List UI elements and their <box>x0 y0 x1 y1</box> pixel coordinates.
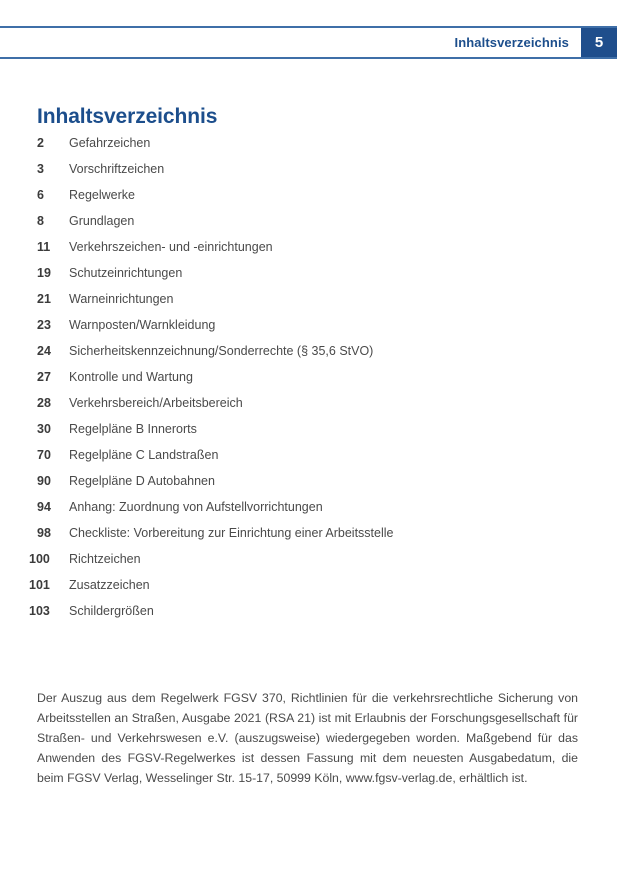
running-header-title: Inhaltsverzeichnis <box>454 35 569 50</box>
toc-entry[interactable] <box>29 552 577 578</box>
toc-entry-label: Anhang: Zuordnung von Aufstellvorrichtungen <box>69 500 323 514</box>
toc-entry[interactable] <box>29 604 577 630</box>
toc-entry-label: Grundlagen <box>69 214 135 228</box>
toc-entry-page-number: 21 <box>37 292 51 306</box>
toc-entry[interactable] <box>37 500 577 526</box>
toc-entry-page-number: 2 <box>37 136 44 150</box>
toc-entry-page-number: 70 <box>37 448 51 462</box>
toc-entry[interactable] <box>37 474 577 500</box>
toc-entry-label: Zusatzzeichen <box>69 578 150 592</box>
toc-entry-label: Vorschriftzeichen <box>69 162 165 176</box>
table-of-contents <box>29 136 577 630</box>
toc-entry[interactable] <box>37 266 577 292</box>
toc-entry-page-number: 28 <box>37 396 51 410</box>
page-number-badge: 5 <box>581 28 617 57</box>
toc-entry[interactable] <box>37 448 577 474</box>
toc-entry-label: Sicherheitskennzeichnung/Sonderrechte (§ 35,6 StVO) <box>69 344 374 358</box>
toc-entry-page-number: 100 <box>29 552 50 566</box>
toc-entry-page-number: 3 <box>37 162 44 176</box>
toc-entry-label: Verkehrsbereich/Arbeitsbereich <box>69 396 243 410</box>
toc-entry[interactable] <box>37 370 577 396</box>
toc-entry-page-number: 27 <box>37 370 51 384</box>
toc-entry-page-number: 90 <box>37 474 51 488</box>
toc-entry[interactable] <box>37 344 577 370</box>
toc-entry-page-number: 23 <box>37 318 51 332</box>
toc-entry-label: Schutzeinrichtungen <box>69 266 183 280</box>
toc-entry-label: Regelpläne C Landstraßen <box>69 448 219 462</box>
toc-entry[interactable] <box>37 136 577 162</box>
toc-entry[interactable] <box>37 318 577 344</box>
toc-entry-page-number: 6 <box>37 188 44 202</box>
toc-entry-label: Regelpläne B Innerorts <box>69 422 197 436</box>
toc-entry[interactable] <box>37 240 577 266</box>
toc-entry-label: Warnposten/Warnkleidung <box>69 318 216 332</box>
toc-entry[interactable] <box>37 526 577 552</box>
toc-entry-label: Schildergrößen <box>69 604 154 618</box>
toc-entry-page-number: 30 <box>37 422 51 436</box>
toc-entry-page-number: 101 <box>29 578 50 592</box>
toc-entry-page-number: 103 <box>29 604 50 618</box>
toc-entry-page-number: 19 <box>37 266 51 280</box>
toc-entry-label: Gefahrzeichen <box>69 136 151 150</box>
toc-entry-label: Checkliste: Vorbereitung zur Einrichtung einer Arbeitsstelle <box>69 526 394 540</box>
toc-entry-label: Warneinrichtungen <box>69 292 174 306</box>
toc-entry-page-number: 24 <box>37 344 51 358</box>
toc-entry-page-number: 8 <box>37 214 44 228</box>
toc-entry[interactable] <box>37 396 577 422</box>
toc-entry[interactable] <box>37 162 577 188</box>
page-title: Inhaltsverzeichnis <box>37 105 218 129</box>
toc-entry-label: Regelwerke <box>69 188 136 202</box>
toc-entry-page-number: 98 <box>37 526 51 540</box>
toc-entry-label: Verkehrszeichen- und -einrichtungen <box>69 240 273 254</box>
copyright-note: Der Auszug aus dem Regelwerk FGSV 370, Richtlinien für die verkehrsrechtliche Sicherung von Arbeitsstellen an Straßen, Ausgabe 2021 (RSA 21) ist mit Erlaubnis der Forschungsgesellschaft für Straßen- und Verkehrswesen e.V. (auszugsweise) wiedergegeben worden. Maßgebend für das Anwenden des FGSV-Regelwerkes ist dessen Fassung mit dem neuesten Ausgabedatum, die beim FGSV Verlag, Wesselinger Str. 15-17, 50999 Köln, www.fgsv-verlag.de, erhältlich ist. <box>37 691 578 786</box>
toc-entry[interactable] <box>29 578 577 604</box>
toc-entry[interactable] <box>37 422 577 448</box>
page-header <box>0 26 617 59</box>
toc-entry-label: Regelpläne D Autobahnen <box>69 474 215 488</box>
toc-entry[interactable] <box>37 292 577 318</box>
toc-entry-label: Kontrolle und Wartung <box>69 370 193 384</box>
toc-entry[interactable] <box>37 214 577 240</box>
toc-entry-label: Richtzeichen <box>69 552 141 566</box>
toc-entry-page-number: 94 <box>37 500 51 514</box>
toc-entry-page-number: 11 <box>37 240 51 254</box>
toc-entry[interactable] <box>37 188 577 214</box>
